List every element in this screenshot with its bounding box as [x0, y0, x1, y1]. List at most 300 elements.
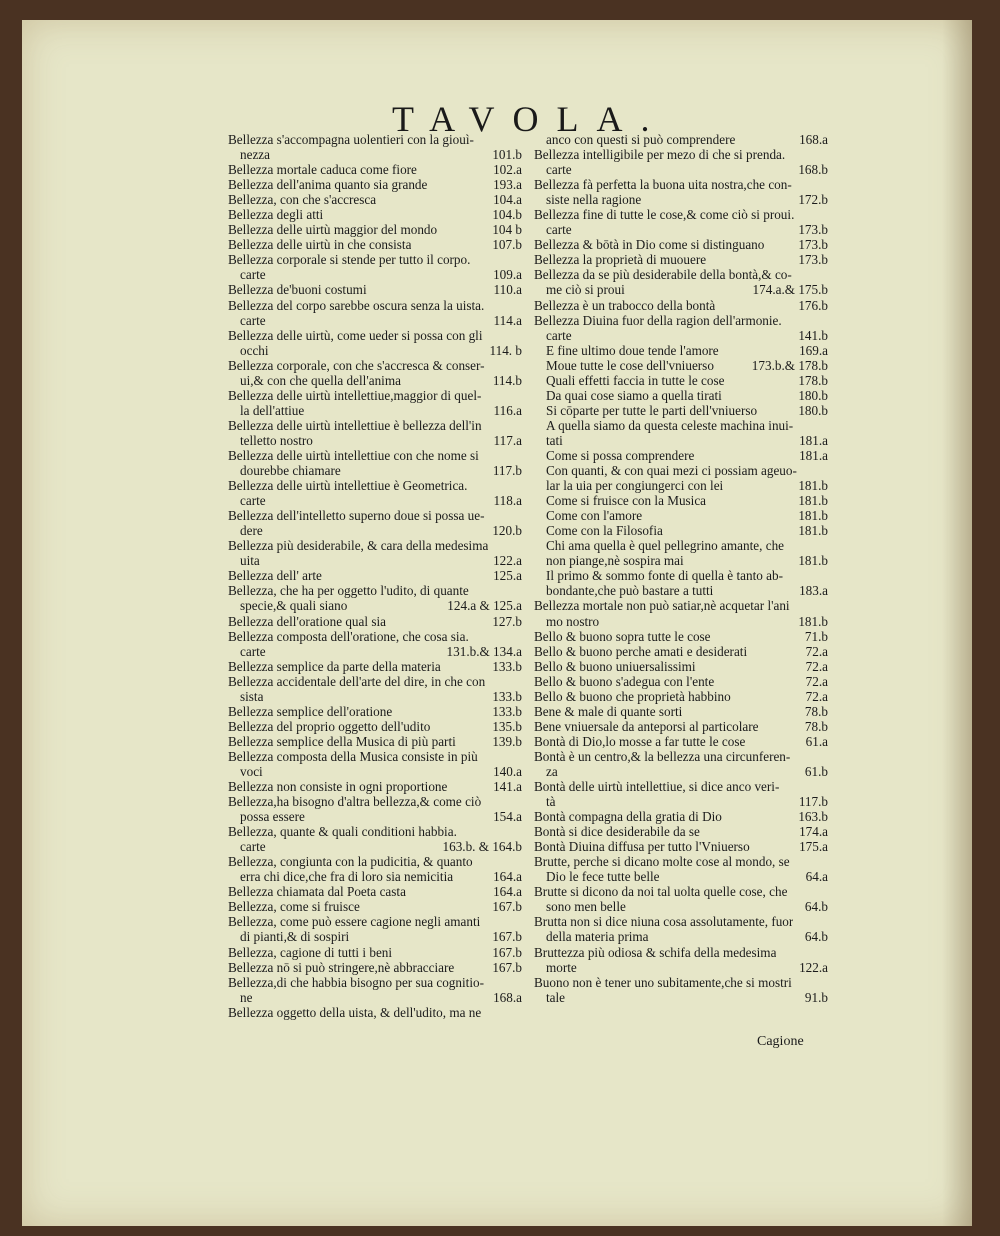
index-entry-text: Bello & buono che proprietà habbino	[534, 688, 731, 704]
index-entry-text: Bello & buono uniuersalissimi	[534, 658, 696, 674]
index-entry	[534, 689, 828, 704]
index-entry-text: A quella siamo da questa celeste machina inui-	[546, 417, 794, 433]
index-entry-text: Bellezza & bōtà in Dio come si distinguano	[534, 237, 765, 253]
index-entry	[534, 945, 828, 960]
index-entry-page: 175.a	[799, 839, 828, 855]
index-entry-page: 154.a	[493, 809, 522, 825]
index-entry	[228, 478, 522, 493]
index-entry-text: Da quai cose siamo a quella tirati	[546, 387, 722, 403]
index-entry-page: 168.a	[493, 989, 522, 1005]
index-entry-text: Bellezza da se più desiderabile della bontà,& co-	[534, 267, 792, 283]
index-entry-text: dourebbe chiamare	[240, 463, 341, 479]
index-entry	[228, 373, 522, 388]
index-entry-text: Bellezza, con che s'accresca	[228, 192, 377, 208]
index-entry-text: Moue tutte le cose dell'vniuerso	[546, 357, 714, 373]
index-entry	[534, 508, 828, 523]
index-entry-text: Bellezza semplice da parte della materia	[228, 658, 441, 674]
index-entry-page: 181.a	[799, 432, 828, 448]
index-entry-text: carte	[240, 839, 266, 855]
index-entry	[534, 147, 828, 162]
index-entry	[534, 899, 828, 914]
index-entry-page: 172.b	[798, 192, 828, 208]
index-entry	[228, 779, 522, 794]
index-entry-text: sono men belle	[546, 899, 626, 915]
index-entry-text: Bellezza mortale caduca come fiore	[228, 162, 417, 178]
index-entry	[228, 313, 522, 328]
index-entry-text: Brutta non si dice niuna cosa assolutamente, fuor	[534, 914, 794, 930]
index-entry	[534, 629, 828, 644]
index-entry	[534, 614, 828, 629]
index-entry	[228, 328, 522, 343]
index-entry-page: 101.b	[492, 147, 522, 163]
index-entry-page: 181.b	[798, 523, 828, 539]
index-entry-text: Bontà è un centro,& la bellezza una circunferen-	[534, 748, 791, 764]
index-entry-text: telletto nostro	[240, 432, 313, 448]
index-entry-page: 176.b	[798, 297, 828, 313]
index-entry	[228, 659, 522, 674]
index-entry	[534, 914, 828, 929]
index-entry	[534, 674, 828, 689]
index-entry	[228, 884, 522, 899]
index-entry-page: 78.b	[804, 718, 828, 734]
index-entry	[534, 659, 828, 674]
index-entry-text: Bello & buono perche amati e desiderati	[534, 643, 748, 659]
index-entry	[228, 388, 522, 403]
index-entry	[534, 839, 828, 854]
index-entry	[534, 719, 828, 734]
index-entry	[228, 899, 522, 914]
index-entry-text: Bontà delle uirtù intellettiue, si dice anco veri-	[534, 779, 780, 795]
index-entry-page: 163.b	[798, 809, 828, 825]
index-entry	[534, 960, 828, 975]
index-entry-page: 104 b	[492, 222, 522, 238]
index-entry-page: 125.a	[493, 568, 522, 584]
index-entry-text: Come con l'amore	[546, 508, 643, 524]
index-entry-page: 133.b	[492, 703, 522, 719]
index-entry-text: Bellezza più desiderabile, & cara della medesima	[228, 538, 489, 554]
index-entry	[228, 448, 522, 463]
index-entry-page: 91.b	[804, 989, 828, 1005]
index-entry-text: Bellezza composta dell'oratione, che cosa sia.	[228, 628, 469, 644]
index-entry-text: Bontà compagna della gratia di Dio	[534, 809, 722, 825]
index-entry	[534, 403, 828, 418]
index-entry-text: Bellezza semplice della Musica di più parti	[228, 733, 456, 749]
index-entry-page: 173.b	[798, 237, 828, 253]
index-entry-text: ui,& con che quella dell'anima	[240, 372, 401, 388]
index-entry-page: 140.a	[493, 763, 522, 779]
index-entry-text: erra chi dice,che fra di loro sia nemicitia	[240, 869, 454, 885]
index-entry-text: siste nella ragione	[546, 192, 642, 208]
index-entry	[228, 824, 522, 839]
index-entry	[228, 493, 522, 508]
index-entry-page: 164.a	[493, 869, 522, 885]
index-entry-page: 104.b	[492, 207, 522, 223]
index-entry-text: Bellezza nō si può stringere,nè abbracciare	[228, 959, 455, 975]
index-entry-text: Chi ama quella è quel pellegrino amante, che	[546, 538, 785, 554]
index-entry-page: 180.b	[798, 402, 828, 418]
index-entry-text: Brutte si dicono da noi tal uolta quelle cose, che	[534, 884, 788, 900]
index-entry-text: Bellezza delle uirtù, come ueder si possa con gli	[228, 327, 483, 343]
index-entry-text: ne	[240, 989, 253, 1005]
index-entry	[534, 493, 828, 508]
index-entry-page: 174.a.& 175.b	[752, 282, 828, 298]
index-entry	[228, 568, 522, 583]
index-entry-text: Bellezza,di che habbia bisogno per sua cognitio-	[228, 974, 484, 990]
index-entry-page: 180.b	[798, 387, 828, 403]
index-entry-page: 61.a	[805, 733, 828, 749]
index-entry-text: nezza	[240, 147, 271, 163]
index-entry	[228, 794, 522, 809]
index-entry-page: 110.a	[493, 282, 522, 298]
index-entry	[534, 824, 828, 839]
index-entry-page: 117.b	[492, 463, 522, 479]
index-entry-page: 118.a	[493, 493, 522, 509]
index-entry-text: Bellezza dell'anima quanto sia grande	[228, 177, 428, 193]
index-entry-text: Bellezza mortale non può satiar,nè acquetar l'ani	[534, 598, 790, 614]
index-entry-page: 167.b	[492, 959, 522, 975]
book-page	[22, 20, 972, 1226]
index-entry	[534, 598, 828, 613]
index-entry-text: anco con questi si può comprendere	[546, 132, 736, 147]
index-entry	[534, 388, 828, 403]
index-entry	[228, 960, 522, 975]
index-entry-text: Bontà di Dio,lo mosse a far tutte le cose	[534, 733, 746, 749]
index-entry-page: 114.a	[493, 312, 522, 328]
index-entry-page: 168.b	[798, 162, 828, 178]
index-entry-page: 167.b	[492, 899, 522, 915]
index-entry-text: Buono non è tener uno subitamente,che si mostri	[534, 974, 792, 990]
index-entry	[534, 343, 828, 358]
index-entry-text: Bellezza la proprietà di muouere	[534, 252, 707, 268]
index-entry	[228, 162, 522, 177]
index-entry-text: Quali effetti faccia in tutte le cose	[546, 372, 725, 388]
index-entry	[228, 252, 522, 267]
index-entry	[228, 764, 522, 779]
index-entry-text: Bontà si dice desiderabile da se	[534, 824, 700, 840]
index-entry	[228, 644, 522, 659]
index-entry	[228, 132, 522, 147]
index-entry-text: Dio le fece tutte belle	[546, 869, 660, 885]
index-entry	[534, 779, 828, 794]
index-entry-text: dere	[240, 523, 263, 539]
index-entry-page: 61.b	[804, 763, 828, 779]
index-entry-text: Bellezza s'accompagna uolentieri con la giouì-	[228, 132, 474, 147]
index-entry-page: 117.a	[493, 432, 522, 448]
index-entry-page: 122.a	[799, 959, 828, 975]
index-entry	[228, 990, 522, 1005]
index-entry	[228, 975, 522, 990]
index-entry	[228, 433, 522, 448]
catchword: Cagione	[757, 1034, 804, 1049]
index-entry-text: bondante,che può bastare a tutti	[546, 583, 714, 599]
index-entry-page: 178.b	[798, 372, 828, 388]
index-entry-page: 181.b	[798, 478, 828, 494]
page-title: TAVOLA.	[392, 99, 668, 139]
index-entry	[228, 147, 522, 162]
index-entry	[534, 975, 828, 990]
index-entry-text: za	[546, 763, 558, 779]
index-entry-page: 124.a & 125.a	[447, 598, 522, 614]
index-entry	[228, 914, 522, 929]
index-entry	[534, 809, 828, 824]
index-entry-text: mo nostro	[546, 613, 600, 629]
index-entry	[534, 132, 828, 147]
index-entry-text: Bellezza de'buoni costumi	[228, 282, 367, 298]
index-entry-page: 169.a	[799, 342, 828, 358]
index-entry-text: Bello & buono sopra tutte le cose	[534, 628, 711, 644]
index-entry	[534, 583, 828, 598]
index-entry-text: possa essere	[240, 809, 305, 825]
index-entry-text: Bellezza semplice dell'oratione	[228, 703, 393, 719]
index-entry	[228, 237, 522, 252]
index-entry	[534, 162, 828, 177]
index-entry	[228, 704, 522, 719]
index-entry	[534, 869, 828, 884]
index-entry	[228, 282, 522, 297]
index-entry	[228, 463, 522, 478]
index-entry-page: 64.b	[804, 929, 828, 945]
index-entry	[534, 207, 828, 222]
index-entry	[534, 568, 828, 583]
index-entry	[534, 237, 828, 252]
index-entry	[534, 478, 828, 493]
index-entry-text: di pianti,& di sospiri	[240, 929, 350, 945]
index-entry-text: Bellezza Diuina fuor della ragion dell'armonie.	[534, 312, 782, 328]
index-entry	[228, 929, 522, 944]
index-entry-text: Bellezza delle uirtù intellettiue,maggior di quel-	[228, 387, 482, 403]
index-entry-text: occhi	[240, 342, 269, 358]
index-entry-text: Bene & male di quante sorti	[534, 703, 683, 719]
index-entry-page: 141.b	[798, 327, 828, 343]
index-entry	[228, 629, 522, 644]
index-entry-page: 114. b	[489, 342, 522, 358]
index-entry	[534, 929, 828, 944]
index-entry-text: tale	[546, 989, 566, 1005]
index-entry-page: 181.b	[798, 613, 828, 629]
index-entry	[228, 343, 522, 358]
index-entry-page: 164.a	[493, 884, 522, 900]
index-entry-page: 107.b	[492, 237, 522, 253]
index-entry-text: morte	[546, 959, 577, 975]
index-entry-text: Bellezza dell'oratione qual sia	[228, 613, 386, 629]
index-entry-text: Bellezza dell'intelletto superno doue si possa ue-	[228, 508, 485, 524]
index-entry-text: Bellezza composta della Musica consiste in più	[228, 748, 478, 764]
index-entry-text: Bellezza del corpo sarebbe oscura senza la uista.	[228, 297, 485, 313]
index-entry-page: 72.a	[805, 688, 828, 704]
index-entry-page: 127.b	[492, 613, 522, 629]
index-entry-text: Bellezza chiamata dal Poeta casta	[228, 884, 406, 900]
index-entry	[534, 854, 828, 869]
index-entry	[228, 689, 522, 704]
index-entry	[228, 538, 522, 553]
index-entry-text: Bellezza delle uirtù intellettiue è Geometrica.	[228, 478, 468, 494]
index-entry-text: Bontà Diuina diffusa per tutto l'Vniuerso	[534, 839, 750, 855]
index-entry-text: Bellezza è un trabocco della bontà	[534, 297, 716, 313]
index-entry	[534, 222, 828, 237]
index-entry	[228, 418, 522, 433]
index-entry	[534, 734, 828, 749]
index-entry	[228, 523, 522, 538]
index-entry-page: 133.b	[492, 688, 522, 704]
index-entry-text: Bello & buono s'adegua con l'ente	[534, 673, 715, 689]
index-entry-text: Bene vniuersale da anteporsi al particolare	[534, 718, 759, 734]
index-entry-page: 173.b	[798, 252, 828, 268]
index-entry	[534, 448, 828, 463]
index-entry-text: Bellezza delle uirtù intellettiue è bellezza dell'in	[228, 417, 482, 433]
index-entry-text: Bellezza corporale si stende per tutto il corpo.	[228, 252, 471, 268]
index-entry-page: 163.b. & 164.b	[442, 839, 522, 855]
index-entry	[534, 373, 828, 388]
index-entry-page: 183.a	[799, 583, 828, 599]
index-entry	[228, 192, 522, 207]
index-entry-text: Si cōparte per tutte le parti dell'vniuerso	[546, 402, 758, 418]
index-entry-page: 117.b	[798, 794, 828, 810]
index-entry	[534, 704, 828, 719]
index-entry-text: Bellezza delle uirtù in che consista	[228, 237, 412, 253]
index-entry	[228, 403, 522, 418]
index-entry-text: lar la uia per congiungerci con lei	[546, 478, 724, 494]
index-entry	[228, 945, 522, 960]
index-entry	[228, 222, 522, 237]
index-entry-text: Bellezza non consiste in ogni proportione	[228, 779, 448, 795]
index-entry-page: 139.b	[492, 733, 522, 749]
index-entry	[534, 298, 828, 313]
index-entry-page: 122.a	[493, 553, 522, 569]
index-entry-text: me ciò si proui	[546, 282, 625, 298]
index-entry-text: tà	[546, 794, 556, 810]
index-entry-text: Bellezza intelligibile per mezo di che si prenda.	[534, 147, 786, 163]
index-entry-text: carte	[546, 162, 572, 178]
index-entry-text: Come si possa comprendere	[546, 447, 695, 463]
index-column-right	[534, 132, 828, 1005]
index-entry	[534, 884, 828, 899]
index-entry-text: Il primo & sommo fonte di quella è tanto ab-	[546, 568, 783, 584]
index-entry-text: Con quanti, & con quai mezi ci possiam ageuo-	[546, 463, 797, 479]
index-entry-text: non piange,nè sospira mai	[546, 553, 684, 569]
index-entry-page: 174.a	[799, 824, 828, 840]
index-entry-text: Bellezza, cagione di tutti i beni	[228, 944, 393, 960]
index-entry-text: specie,& quali siano	[240, 598, 348, 614]
index-entry	[534, 177, 828, 192]
index-entry	[228, 177, 522, 192]
index-entry-text: carte	[240, 312, 266, 328]
index-entry	[228, 854, 522, 869]
index-entry-text: della materia prima	[546, 929, 649, 945]
index-entry-page: 72.a	[805, 643, 828, 659]
index-entry	[534, 990, 828, 1005]
index-entry-page: 78.b	[804, 703, 828, 719]
index-entry-text: Bruttezza più odiosa & schifa della medesima	[534, 944, 777, 960]
index-entry	[534, 463, 828, 478]
index-entry	[228, 207, 522, 222]
index-entry	[534, 523, 828, 538]
index-entry	[228, 298, 522, 313]
index-entry-text: Bellezza, come si fruisce	[228, 899, 360, 915]
index-entry	[534, 644, 828, 659]
index-entry	[534, 794, 828, 809]
index-entry	[228, 749, 522, 764]
index-entry-text: Bellezza delle uirtù intellettiue con che nome si	[228, 447, 479, 463]
index-entry-text: sista	[240, 688, 264, 704]
index-entry	[228, 674, 522, 689]
index-entry	[534, 282, 828, 297]
index-entry-page: 131.b.& 134.a	[446, 643, 522, 659]
index-entry-text: Bellezza,ha bisogno d'altra bellezza,& come ciò	[228, 794, 482, 810]
index-entry	[228, 598, 522, 613]
index-entry	[228, 809, 522, 824]
index-entry-page: 102.a	[493, 162, 522, 178]
index-entry	[534, 192, 828, 207]
index-entry	[534, 749, 828, 764]
index-entry-page: 72.a	[805, 673, 828, 689]
index-entry-text: E fine ultimo doue tende l'amore	[546, 342, 719, 358]
index-entry-page: 141.a	[493, 779, 522, 795]
index-entry-text: uita	[240, 553, 260, 569]
index-entry-page: 72.a	[805, 658, 828, 674]
index-entry-page: 116.a	[493, 402, 522, 418]
index-entry	[228, 508, 522, 523]
index-entry	[534, 538, 828, 553]
index-entry	[228, 267, 522, 282]
index-entry-text: carte	[546, 327, 572, 343]
index-entry-page: 168.a	[799, 132, 828, 147]
index-entry-page: 181.b	[798, 493, 828, 509]
index-entry-page: 109.a	[493, 267, 522, 283]
index-entry-page: 71.b	[804, 628, 828, 644]
index-entry-page: 167.b	[492, 944, 522, 960]
index-entry	[228, 719, 522, 734]
index-entry-page: 64.a	[805, 869, 828, 885]
index-entry-page: 104.a	[493, 192, 522, 208]
index-entry	[534, 358, 828, 373]
index-entry-page: 114.b	[492, 372, 522, 388]
index-entry-text: Bellezza del proprio oggetto dell'udito	[228, 718, 431, 734]
index-column-left	[228, 132, 522, 1020]
index-entry	[228, 839, 522, 854]
index-entry	[534, 252, 828, 267]
index-entry-page: 173.b.& 178.b	[751, 357, 828, 373]
index-entry-text: Bellezza, quante & quali conditioni habbia.	[228, 824, 457, 840]
index-entry-text: Bellezza degli atti	[228, 207, 324, 223]
index-entry	[228, 583, 522, 598]
index-entry	[534, 433, 828, 448]
index-entry-page: 167.b	[492, 929, 522, 945]
index-entry-page: 120.b	[492, 523, 522, 539]
index-entry	[228, 614, 522, 629]
index-entry-text: tati	[546, 432, 563, 448]
index-entry	[228, 734, 522, 749]
index-entry-text: voci	[240, 763, 263, 779]
index-entry-text: carte	[546, 222, 572, 238]
index-entry-page: 173.b	[798, 222, 828, 238]
index-entry	[534, 764, 828, 779]
index-entry	[534, 328, 828, 343]
index-entry	[534, 313, 828, 328]
index-entry-text: carte	[240, 643, 266, 659]
index-entry-text: Bellezza fà perfetta la buona uita nostra,che con-	[534, 177, 792, 193]
index-entry-text: carte	[240, 493, 266, 509]
index-entry-text: Bellezza, come può essere cagione negli amanti	[228, 914, 481, 930]
index-entry-text: carte	[240, 267, 266, 283]
index-entry	[228, 869, 522, 884]
index-entry-text: Bellezza, congiunta con la pudicitia, & quanto	[228, 854, 473, 870]
index-entry-text: Bellezza corporale, con che s'accresca & conser-	[228, 357, 485, 373]
index-entry-page: 193.a	[493, 177, 522, 193]
index-entry-text: Bellezza, che ha per oggetto l'udito, di quante	[228, 583, 469, 599]
index-entry-text: Come con la Filosofia	[546, 523, 663, 539]
index-entry-text: Brutte, perche si dicano molte cose al mondo, se	[534, 854, 790, 870]
page-gutter-shadow	[942, 20, 972, 1226]
